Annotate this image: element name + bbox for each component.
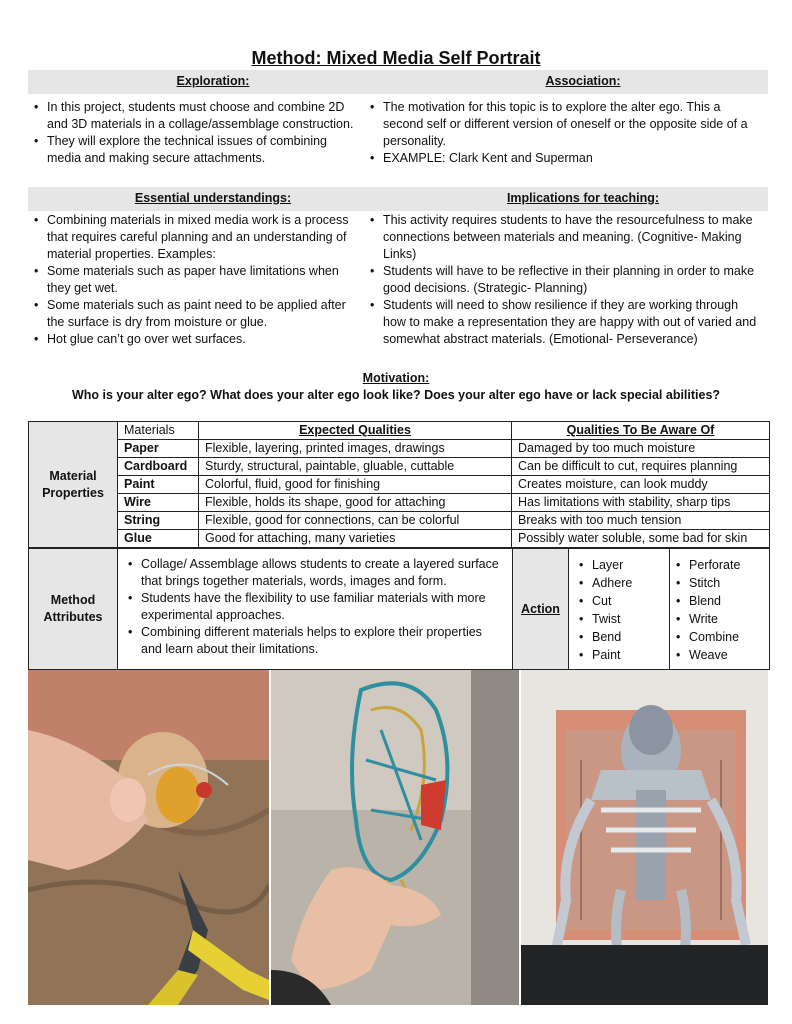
action-item: • Write [676,610,763,628]
method-bullet: • Collage/ Assemblage allows students to create a layered surface that brings together materials, words, images and form. [128,556,502,590]
material-name: Paper [118,440,199,458]
page-title: Method: Mixed Media Self Portrait [251,48,541,68]
actions-column-2 [670,549,770,670]
material-name: Paint [118,476,199,494]
aware-quality: Has limitations with stability, sharp tips [512,494,770,512]
band-exploration-association [28,70,768,94]
action-item: • Bend [579,628,663,646]
table-row [29,440,770,458]
implications-section [370,212,762,348]
essential-bullet: • Some materials such as paper have limitations when they get wet. [34,263,362,297]
method-bullet: • Students have the flexibility to use familiar materials with more experimental approaches. [128,590,502,624]
implications-bullet: • Students will have to be reflective in their planning in order to make good decisions. (Strategic- Planning) [370,263,762,297]
photo-wire-mask [271,670,519,1005]
essential-heading: Essential understandings: [134,191,292,205]
essential-bullet: • Some materials such as paint need to be applied after the surface is dry from moisture or glue. [34,297,362,331]
aware-quality: Possibly water soluble, some bad for skin [512,530,770,548]
exploration-bullet: • They will explore the technical issues of combining media and making secure attachments. [34,133,362,167]
material-name: Cardboard [118,458,199,476]
aware-quality: Can be difficult to cut, requires planning [512,458,770,476]
method-attributes-label: Method Attributes [29,549,118,670]
table-row [29,530,770,548]
exploration-heading: Exploration: [176,74,250,88]
expected-quality: Sturdy, structural, paintable, gluable, cuttable [199,458,512,476]
material-name: Glue [118,530,199,548]
method-attributes-table [28,548,770,670]
action-item: • Perforate [676,556,763,574]
header-expected-qualities: Expected Qualities [199,422,512,440]
aware-quality: Creates moisture, can look muddy [512,476,770,494]
association-heading: Association: [545,74,621,88]
expected-quality: Flexible, holds its shape, good for attaching [199,494,512,512]
action-item: • Stitch [676,574,763,592]
implications-heading: Implications for teaching: [506,191,660,205]
action-item: • Twist [579,610,663,628]
action-item: • Paint [579,646,663,664]
method-attributes-content [118,549,513,670]
header-qualities-aware: Qualities To Be Aware Of [512,422,770,440]
table-row [29,458,770,476]
photo-finished-assemblage [521,670,768,1005]
material-properties-label: Material Properties [29,422,118,548]
action-item: • Adhere [579,574,663,592]
aware-quality: Breaks with too much tension [512,512,770,530]
implications-bullet: • This activity requires students to have the resourcefulness to make connections between materials and meaning. (Cognitive- Making Links) [370,212,762,263]
expected-quality: Flexible, layering, printed images, drawings [199,440,512,458]
association-bullet: • The motivation for this topic is to explore the alter ego. This a second self or different version of oneself or the opposite side of a personality. [370,99,762,150]
motivation-heading: Motivation: [362,371,430,385]
essential-bullet: • Combining materials in mixed media work is a process that requires careful planning and an understanding of material properties. Examples: [34,212,362,263]
essential-bullet: • Hot glue can’t go over wet surfaces. [34,331,362,348]
method-bullet: • Combining different materials helps to explore their properties and learn about their limitations. [128,624,502,658]
exploration-bullet: • In this project, students must choose and combine 2D and 3D materials in a collage/assemblage construction. [34,99,362,133]
actions-column-1 [569,549,670,670]
action-item: • Blend [676,592,763,610]
implications-bullet: • Students will need to show resilience if they are working through how to make a representation they are happy with out of varied and somewhat abstract materials. (Emotional- Perseverance) [370,297,762,348]
motivation-question: Who is your alter ego? What does your alter ego look like? Does your alter ego have or lack special abilities? [71,388,721,402]
table-row [29,512,770,530]
header-materials: Materials [118,422,199,440]
action-item: • Layer [579,556,663,574]
band-essential-implications [28,187,768,211]
expected-quality: Flexible, good for connections, can be colorful [199,512,512,530]
action-label: Action [513,549,569,670]
action-item: • Weave [676,646,763,664]
photo-wire-pliers [28,670,269,1005]
association-bullet: • EXAMPLE: Clark Kent and Superman [370,150,762,167]
material-name: String [118,512,199,530]
action-item: • Cut [579,592,663,610]
material-name: Wire [118,494,199,512]
essential-section [34,212,362,348]
association-section [370,99,762,167]
expected-quality: Good for attaching, many varieties [199,530,512,548]
table-row [29,476,770,494]
exploration-section [34,99,362,167]
materials-table [28,421,770,548]
expected-quality: Colorful, fluid, good for finishing [199,476,512,494]
table-row [29,494,770,512]
aware-quality: Damaged by too much moisture [512,440,770,458]
action-item: • Combine [676,628,763,646]
